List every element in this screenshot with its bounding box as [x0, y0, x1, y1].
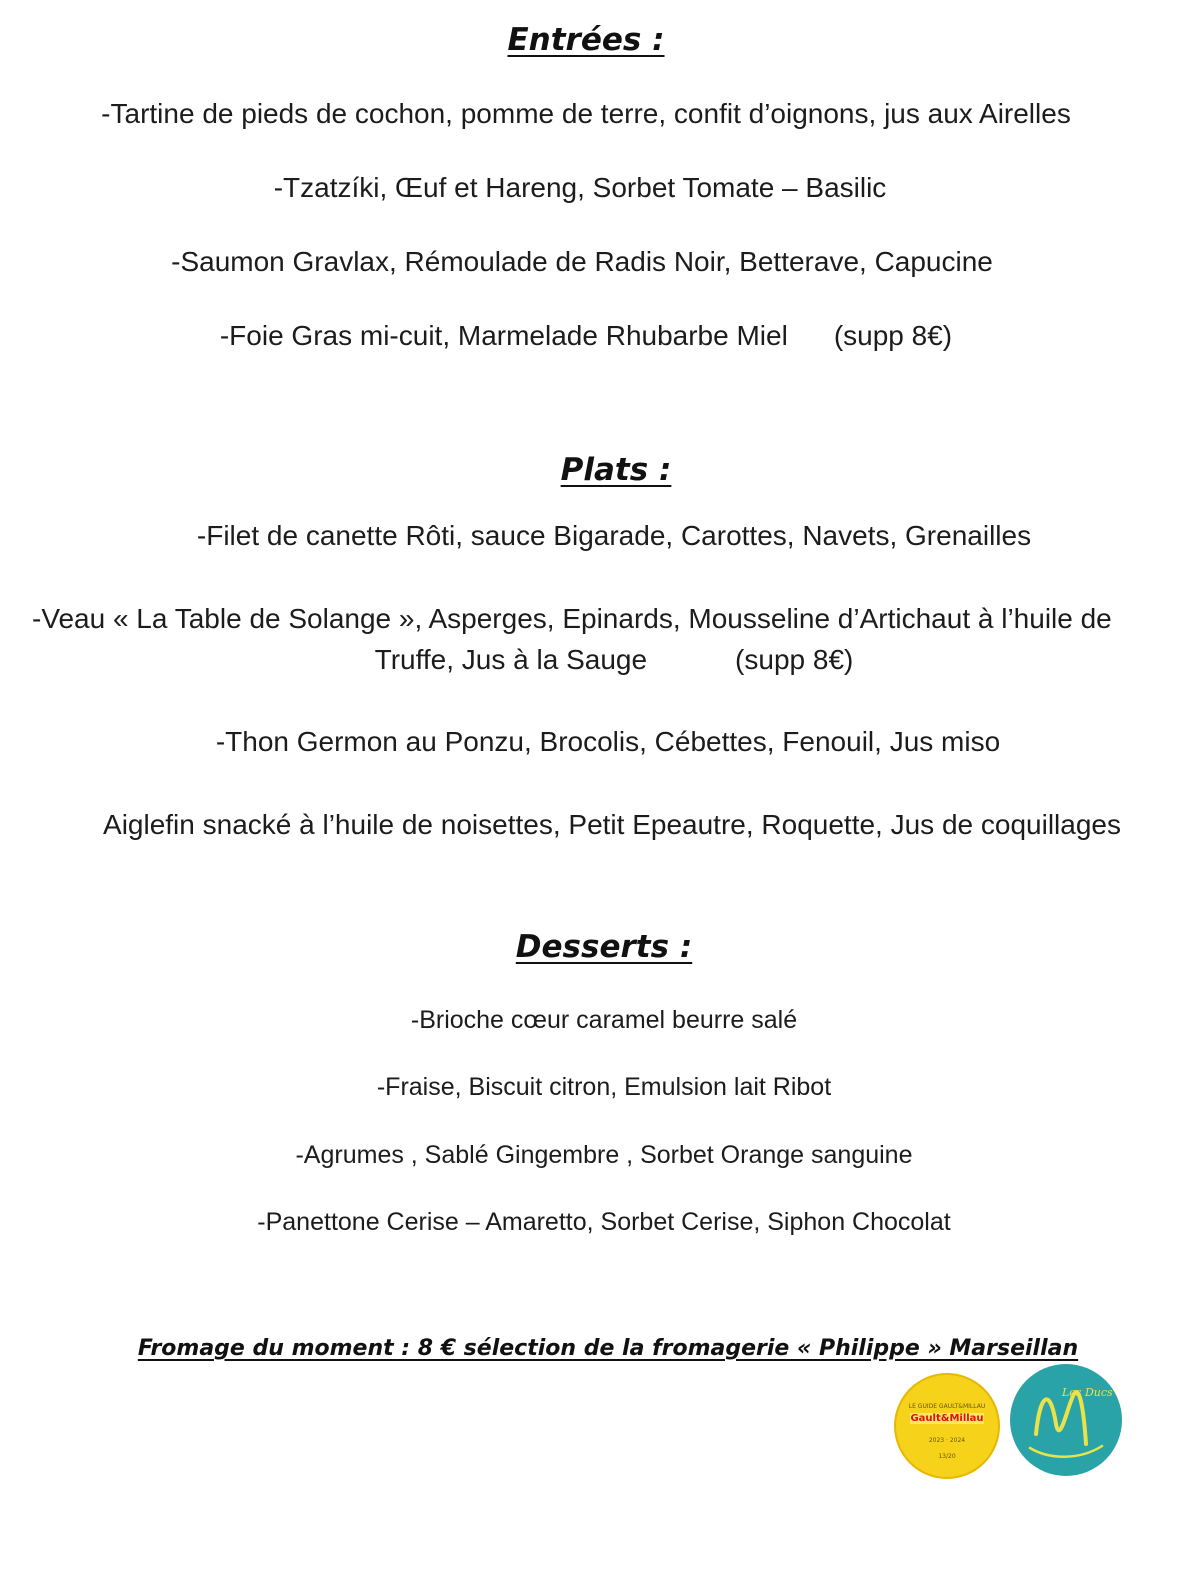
plat-item-2-label: Truffe, Jus à la Sauge: [374, 644, 648, 675]
desserts-heading: Desserts :: [515, 929, 693, 965]
gm-score: 13/20: [938, 1453, 956, 1460]
entree-item-4: [0, 319, 1186, 353]
fromage-line: Fromage du moment : 8 € sélection de la fromagerie « Philippe » Marseillan: [137, 1336, 1079, 1361]
entrees-heading: Entrées :: [507, 22, 665, 58]
gm-top-text: LE GUIDE GAULT&MILLAU: [908, 1403, 986, 1410]
plat-item-2-line-2: [14, 643, 1200, 677]
gm-year: 2023 · 2024: [928, 1437, 966, 1444]
dessert-item-2: -Fraise, Biscuit citron, Emulsion lait Ribot: [376, 1073, 832, 1101]
plat-item-1: -Filet de canette Rôti, sauce Bigarade, Carottes, Navets, Grenailles: [196, 520, 1032, 551]
plats-heading: Plats :: [560, 452, 672, 488]
entree-item-2: -Tzatzíki, Œuf et Hareng, Sorbet Tomate – Basilic: [273, 172, 887, 203]
gm-name: Gault&Millau: [910, 1413, 984, 1424]
entree-item-4-label: -Foie Gras mi-cuit, Marmelade Rhubarbe Miel: [219, 320, 788, 351]
entree-item-3: -Saumon Gravlax, Rémoulade de Radis Noir, Betterave, Capucine: [171, 246, 993, 277]
plat-item-2-line-1: -Veau « La Table de Solange », Asperges, Epinards, Mousseline d’Artichaut à l’huile de: [32, 603, 1112, 634]
entree-item-1: -Tartine de pieds de cochon, pomme de terre, confit d’oignons, jus aux Airelles: [101, 98, 1071, 129]
plat-item-4: Aiglefin snacké à l’huile de noisettes, Petit Epeautre, Roquette, Jus de coquillages: [103, 809, 1121, 840]
logo-m-icon: [1010, 1364, 1122, 1476]
plat-item-3: -Thon Germon au Ponzu, Brocolis, Cébettes, Fenouil, Jus miso: [215, 726, 1001, 757]
restaurant-logo: [1010, 1364, 1122, 1476]
dessert-item-1: -Brioche cœur caramel beurre salé: [410, 1006, 798, 1034]
gault-millau-badge: [894, 1373, 1000, 1479]
dessert-item-4: -Panettone Cerise – Amaretto, Sorbet Cerise, Siphon Chocolat: [257, 1208, 951, 1236]
logo-script-text: Les Ducs: [1062, 1386, 1113, 1399]
entree-item-4-supp: (supp 8€): [833, 320, 953, 351]
dessert-item-3: -Agrumes , Sablé Gingembre , Sorbet Orange sanguine: [295, 1141, 913, 1169]
plat-item-2-supp: (supp 8€): [735, 644, 854, 675]
